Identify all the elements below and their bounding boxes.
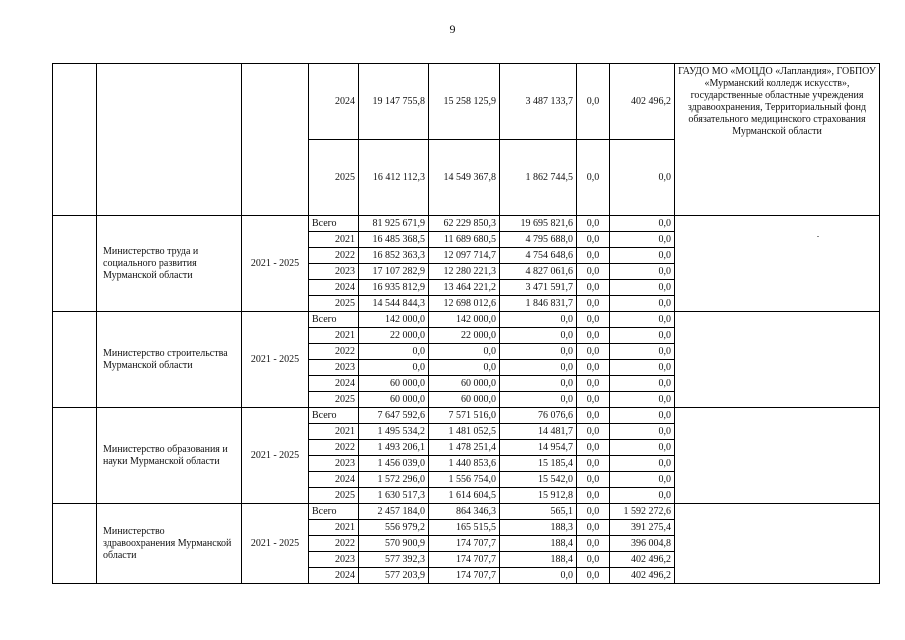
year-cell: Всего <box>309 312 359 328</box>
table-row <box>53 216 880 232</box>
total-cell: 577 203,9 <box>359 568 429 584</box>
year-cell: 2023 <box>309 264 359 280</box>
other-sources-cell: 0,0 <box>610 440 675 456</box>
federal-budget-cell: 15 185,4 <box>500 456 577 472</box>
period-cell: 2021 - 2025 <box>242 216 309 312</box>
other-sources-cell: 0,0 <box>610 248 675 264</box>
local-budget-cell: 0,0 <box>577 408 610 424</box>
total-cell: 60 000,0 <box>359 392 429 408</box>
federal-budget-cell: 188,3 <box>500 520 577 536</box>
org-name-cell: Министерство образования и науки Мурманской области <box>97 408 242 504</box>
federal-budget-cell: 0,0 <box>500 312 577 328</box>
other-sources-cell: 0,0 <box>610 296 675 312</box>
local-budget-cell: 0,0 <box>577 216 610 232</box>
other-sources-cell: 0,0 <box>610 456 675 472</box>
federal-budget-cell: 14 954,7 <box>500 440 577 456</box>
federal-budget-cell: 3 471 591,7 <box>500 280 577 296</box>
regional-budget-cell: 142 000,0 <box>429 312 500 328</box>
budget-table <box>52 63 880 584</box>
year-cell: 2024 <box>309 472 359 488</box>
local-budget-cell: 0,0 <box>577 376 610 392</box>
local-budget-cell: 0,0 <box>577 520 610 536</box>
total-cell: 0,0 <box>359 360 429 376</box>
federal-budget-cell: 0,0 <box>500 360 577 376</box>
other-sources-cell: 0,0 <box>610 488 675 504</box>
year-cell: Всего <box>309 408 359 424</box>
year-cell: 2021 <box>309 520 359 536</box>
other-sources-cell: 0,0 <box>610 344 675 360</box>
executors-cell <box>675 312 880 408</box>
total-cell: 16 412 112,3 <box>359 140 429 216</box>
other-sources-cell: 0,0 <box>610 392 675 408</box>
federal-budget-cell: 0,0 <box>500 344 577 360</box>
year-cell: 2023 <box>309 456 359 472</box>
total-cell: 7 647 592,6 <box>359 408 429 424</box>
other-sources-cell: 0,0 <box>610 232 675 248</box>
total-cell: 556 979,2 <box>359 520 429 536</box>
local-budget-cell: 0,0 <box>577 568 610 584</box>
regional-budget-cell: 12 097 714,7 <box>429 248 500 264</box>
federal-budget-cell: 188,4 <box>500 552 577 568</box>
org-name-cell: Министерство строительства Мурманской области <box>97 312 242 408</box>
executors-cell <box>675 216 880 312</box>
federal-budget-cell: 0,0 <box>500 328 577 344</box>
local-budget-cell: 0,0 <box>577 360 610 376</box>
total-cell: 570 900,9 <box>359 536 429 552</box>
local-budget-cell: 0,0 <box>577 232 610 248</box>
num-cell <box>53 408 97 504</box>
regional-budget-cell: 0,0 <box>429 344 500 360</box>
federal-budget-cell: 0,0 <box>500 392 577 408</box>
total-cell: 577 392,3 <box>359 552 429 568</box>
regional-budget-cell: 15 258 125,9 <box>429 64 500 140</box>
local-budget-cell: 0,0 <box>577 64 610 140</box>
regional-budget-cell: 174 707,7 <box>429 568 500 584</box>
year-cell: 2023 <box>309 360 359 376</box>
regional-budget-cell: 165 515,5 <box>429 520 500 536</box>
year-cell: Всего <box>309 504 359 520</box>
num-cell <box>53 312 97 408</box>
local-budget-cell: 0,0 <box>577 248 610 264</box>
local-budget-cell: 0,0 <box>577 328 610 344</box>
table-row <box>53 64 880 140</box>
federal-budget-cell: 3 487 133,7 <box>500 64 577 140</box>
federal-budget-cell: 0,0 <box>500 376 577 392</box>
other-sources-cell: 396 004,8 <box>610 536 675 552</box>
year-cell: 2024 <box>309 280 359 296</box>
table-row <box>53 504 880 520</box>
year-cell: 2021 <box>309 424 359 440</box>
other-sources-cell: 0,0 <box>610 472 675 488</box>
local-budget-cell: 0,0 <box>577 456 610 472</box>
local-budget-cell: 0,0 <box>577 536 610 552</box>
federal-budget-cell: 4 795 688,0 <box>500 232 577 248</box>
other-sources-cell: 391 275,4 <box>610 520 675 536</box>
year-cell: 2025 <box>309 488 359 504</box>
year-cell: 2024 <box>309 376 359 392</box>
regional-budget-cell: 22 000,0 <box>429 328 500 344</box>
num-cell <box>53 216 97 312</box>
federal-budget-cell: 1 862 744,5 <box>500 140 577 216</box>
other-sources-cell: 0,0 <box>610 264 675 280</box>
federal-budget-cell: 76 076,6 <box>500 408 577 424</box>
period-cell <box>242 64 309 216</box>
local-budget-cell: 0,0 <box>577 392 610 408</box>
total-cell: 16 485 368,5 <box>359 232 429 248</box>
regional-budget-cell: 174 707,7 <box>429 552 500 568</box>
other-sources-cell: 0,0 <box>610 376 675 392</box>
other-sources-cell: 1 592 272,6 <box>610 504 675 520</box>
total-cell: 81 925 671,9 <box>359 216 429 232</box>
scan-dot <box>817 236 819 237</box>
local-budget-cell: 0,0 <box>577 552 610 568</box>
table-row <box>53 408 880 424</box>
federal-budget-cell: 0,0 <box>500 568 577 584</box>
local-budget-cell: 0,0 <box>577 312 610 328</box>
year-cell: 2022 <box>309 248 359 264</box>
executors-cell <box>675 408 880 504</box>
executors-cell <box>675 504 880 584</box>
regional-budget-cell: 1 556 754,0 <box>429 472 500 488</box>
total-cell: 22 000,0 <box>359 328 429 344</box>
org-name-cell: Министерство здравоохранения Мурманской области <box>97 504 242 584</box>
period-cell: 2021 - 2025 <box>242 408 309 504</box>
total-cell: 14 544 844,3 <box>359 296 429 312</box>
total-cell: 19 147 755,8 <box>359 64 429 140</box>
period-cell: 2021 - 2025 <box>242 504 309 584</box>
regional-budget-cell: 60 000,0 <box>429 376 500 392</box>
regional-budget-cell: 12 698 012,6 <box>429 296 500 312</box>
total-cell: 0,0 <box>359 344 429 360</box>
local-budget-cell: 0,0 <box>577 140 610 216</box>
federal-budget-cell: 1 846 831,7 <box>500 296 577 312</box>
federal-budget-cell: 15 542,0 <box>500 472 577 488</box>
federal-budget-cell: 19 695 821,6 <box>500 216 577 232</box>
federal-budget-cell: 565,1 <box>500 504 577 520</box>
local-budget-cell: 0,0 <box>577 280 610 296</box>
total-cell: 17 107 282,9 <box>359 264 429 280</box>
year-cell: 2025 <box>309 392 359 408</box>
org-cell <box>97 64 242 216</box>
year-cell: 2025 <box>309 296 359 312</box>
total-cell: 16 935 812,9 <box>359 280 429 296</box>
regional-budget-cell: 12 280 221,3 <box>429 264 500 280</box>
regional-budget-cell: 60 000,0 <box>429 392 500 408</box>
regional-budget-cell: 1 478 251,4 <box>429 440 500 456</box>
total-cell: 2 457 184,0 <box>359 504 429 520</box>
federal-budget-cell: 14 481,7 <box>500 424 577 440</box>
other-sources-cell: 0,0 <box>610 360 675 376</box>
local-budget-cell: 0,0 <box>577 504 610 520</box>
other-sources-cell: 0,0 <box>610 408 675 424</box>
year-cell: 2025 <box>309 140 359 216</box>
total-cell: 1 630 517,3 <box>359 488 429 504</box>
regional-budget-cell: 13 464 221,2 <box>429 280 500 296</box>
local-budget-cell: 0,0 <box>577 488 610 504</box>
local-budget-cell: 0,0 <box>577 264 610 280</box>
executors-cell: ГАУДО МО «МОЦДО «Лапландия», ГОБПОУ «Мурманский колледж искусств», государственные областные учреждения здравоохранения, Территориальный фонд обязательного медицинского страхования Мурманской области <box>675 64 880 216</box>
federal-budget-cell: 4 754 648,6 <box>500 248 577 264</box>
federal-budget-cell: 4 827 061,6 <box>500 264 577 280</box>
other-sources-cell: 402 496,2 <box>610 64 675 140</box>
regional-budget-cell: 864 346,3 <box>429 504 500 520</box>
regional-budget-cell: 7 571 516,0 <box>429 408 500 424</box>
total-cell: 60 000,0 <box>359 376 429 392</box>
org-name-cell: Министерство труда и социального развития Мурманской области <box>97 216 242 312</box>
year-cell: 2021 <box>309 232 359 248</box>
other-sources-cell: 0,0 <box>610 140 675 216</box>
year-cell: 2023 <box>309 552 359 568</box>
local-budget-cell: 0,0 <box>577 424 610 440</box>
total-cell: 16 852 363,3 <box>359 248 429 264</box>
year-cell: 2024 <box>309 64 359 140</box>
regional-budget-cell: 174 707,7 <box>429 536 500 552</box>
local-budget-cell: 0,0 <box>577 296 610 312</box>
other-sources-cell: 0,0 <box>610 424 675 440</box>
year-cell: 2021 <box>309 328 359 344</box>
page-number: 9 <box>449 22 456 36</box>
local-budget-cell: 0,0 <box>577 344 610 360</box>
other-sources-cell: 402 496,2 <box>610 568 675 584</box>
year-cell: Всего <box>309 216 359 232</box>
regional-budget-cell: 1 481 052,5 <box>429 424 500 440</box>
other-sources-cell: 0,0 <box>610 328 675 344</box>
period-cell: 2021 - 2025 <box>242 312 309 408</box>
regional-budget-cell: 1 440 853,6 <box>429 456 500 472</box>
regional-budget-cell: 1 614 604,5 <box>429 488 500 504</box>
other-sources-cell: 0,0 <box>610 312 675 328</box>
total-cell: 1 493 206,1 <box>359 440 429 456</box>
year-cell: 2022 <box>309 344 359 360</box>
regional-budget-cell: 0,0 <box>429 360 500 376</box>
other-sources-cell: 0,0 <box>610 280 675 296</box>
total-cell: 1 572 296,0 <box>359 472 429 488</box>
federal-budget-cell: 188,4 <box>500 536 577 552</box>
table-row <box>53 312 880 328</box>
total-cell: 142 000,0 <box>359 312 429 328</box>
regional-budget-cell: 62 229 850,3 <box>429 216 500 232</box>
total-cell: 1 495 534,2 <box>359 424 429 440</box>
year-cell: 2024 <box>309 568 359 584</box>
local-budget-cell: 0,0 <box>577 472 610 488</box>
num-cell <box>53 64 97 216</box>
other-sources-cell: 0,0 <box>610 216 675 232</box>
year-cell: 2022 <box>309 440 359 456</box>
local-budget-cell: 0,0 <box>577 440 610 456</box>
total-cell: 1 456 039,0 <box>359 456 429 472</box>
num-cell <box>53 504 97 584</box>
federal-budget-cell: 15 912,8 <box>500 488 577 504</box>
other-sources-cell: 402 496,2 <box>610 552 675 568</box>
year-cell: 2022 <box>309 536 359 552</box>
regional-budget-cell: 11 689 680,5 <box>429 232 500 248</box>
regional-budget-cell: 14 549 367,8 <box>429 140 500 216</box>
